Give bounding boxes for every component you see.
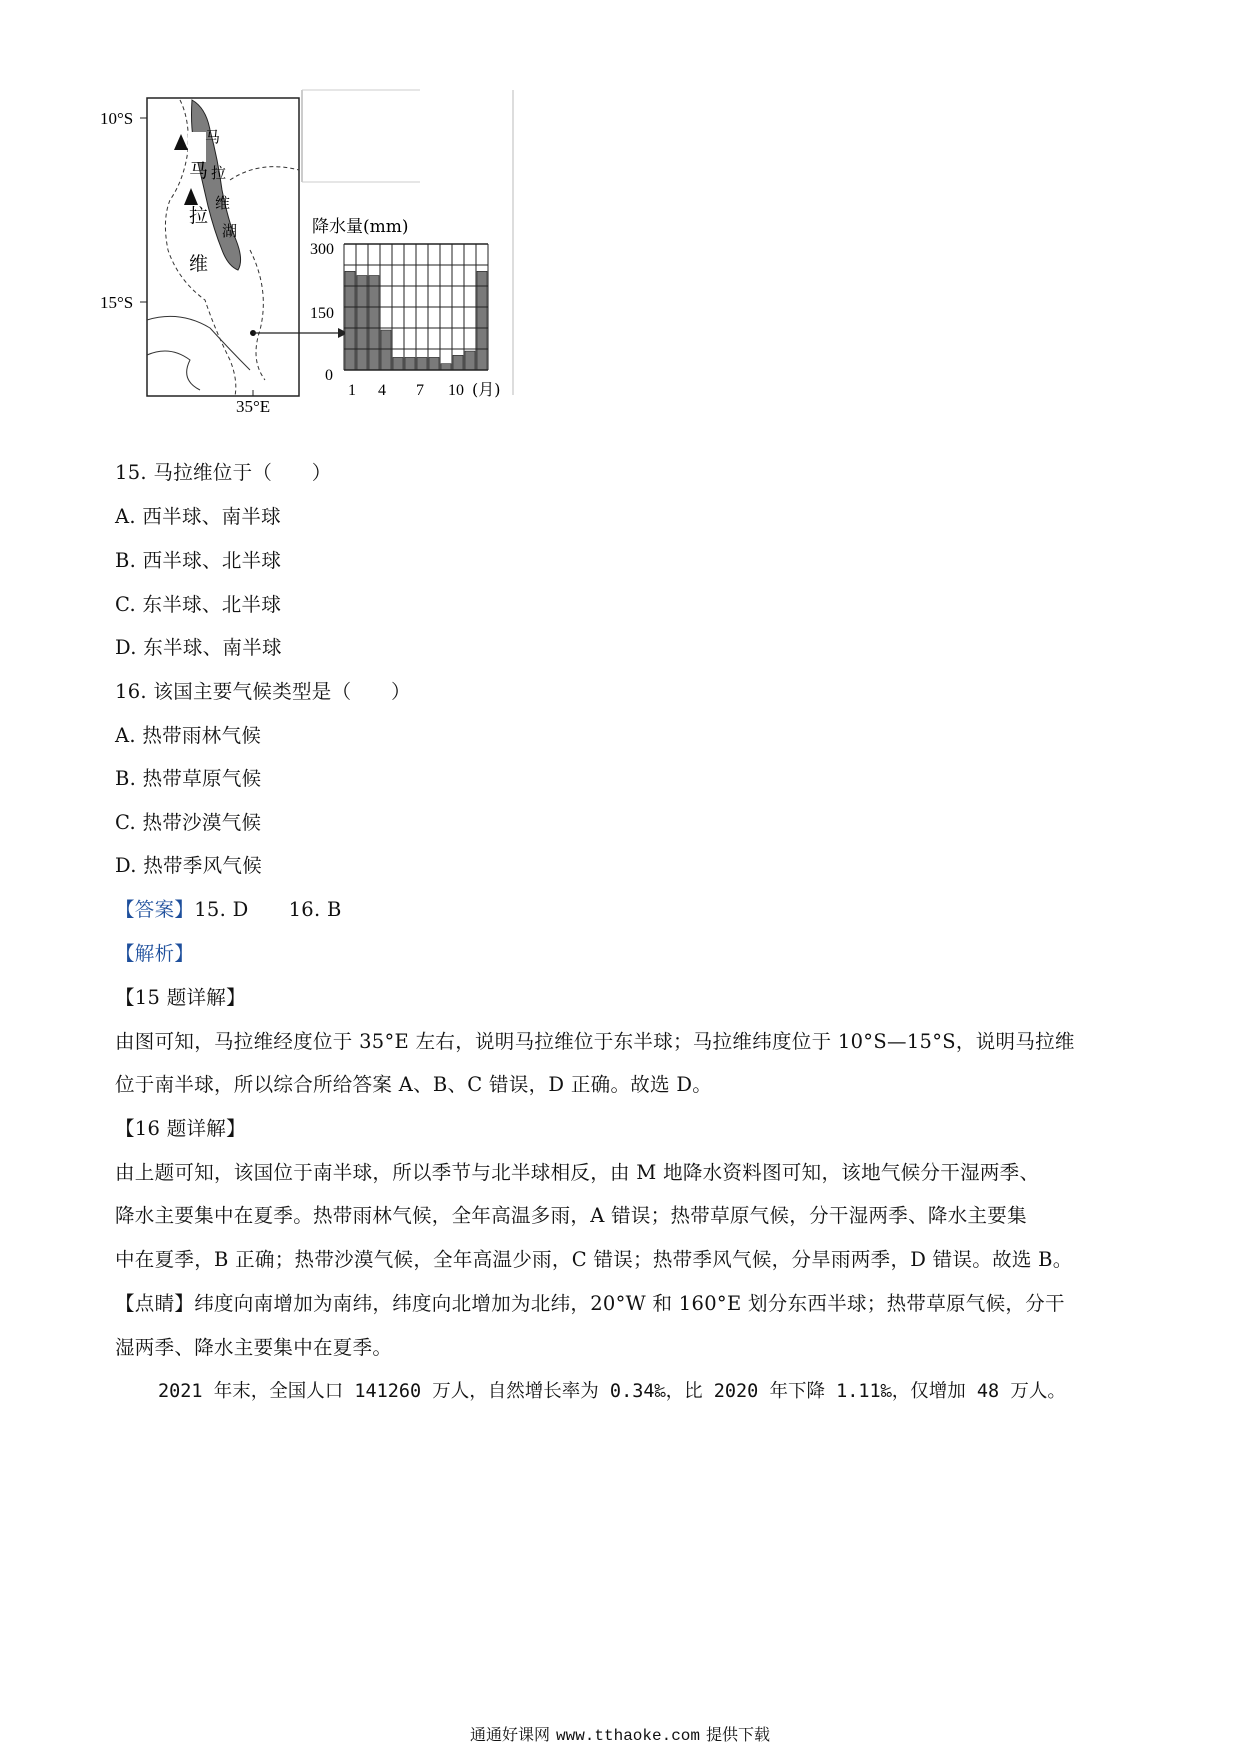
precipitation-chart — [310, 217, 501, 399]
lat-label-10: 10°S — [100, 109, 134, 128]
country-label-2: 拉 — [189, 205, 209, 227]
precip-bar-month-6 — [405, 357, 415, 370]
ytick-0: 0 — [325, 367, 333, 384]
q15-option-a: A. 西半球、南半球 — [115, 505, 281, 528]
footer-site-name: 通通好课网 — [469, 1725, 550, 1744]
footer-url[interactable]: www.tthaoke.com — [555, 1727, 701, 1745]
q15-option-d: D. 东半球、南半球 — [115, 636, 282, 659]
xtick-1: 1 — [348, 382, 356, 399]
answer-16: 16. B — [288, 898, 342, 921]
detail-15-line-1: 由图可知，马拉维经度位于 35°E 左右，说明马拉维位于东半球；马拉维纬度位于 10°S—15°S，说明马拉维 — [115, 1030, 1075, 1053]
analysis-tag: 【解析】 — [115, 942, 195, 965]
question-15-stem: 15. 马拉维位于（ ） — [115, 461, 332, 484]
precip-bar-month-9 — [441, 364, 451, 370]
answer-tag: 【答案】 — [115, 898, 195, 921]
country-label-1: 马 — [189, 160, 209, 182]
lake-label-2: 拉 — [211, 164, 227, 182]
xtick-4: 4 — [378, 382, 386, 399]
intro-paragraph: 2021 年末，全国人口 141260 万人，自然增长率为 0.34‰，比 2020 年下降 1.11‰，仅增加 48 万人。 — [158, 1381, 1066, 1402]
precip-bar-month-10 — [453, 355, 463, 370]
country-label-3: 维 — [189, 253, 209, 275]
q15-option-b: B. 西半球、北半球 — [115, 549, 282, 572]
q16-option-b: B. 热带草原气候 — [115, 767, 262, 790]
river-southwest — [147, 351, 200, 390]
detail-15-title: 【15 题详解】 — [115, 986, 246, 1009]
border-southeast — [250, 250, 265, 380]
precip-bar-month-5 — [393, 357, 403, 370]
malawi-figure — [100, 90, 590, 450]
border-east — [230, 167, 299, 180]
precip-bar-month-8 — [429, 357, 439, 370]
q16-option-d: D. 热带季风气候 — [115, 854, 263, 877]
lake-label-4: 湖 — [222, 222, 238, 240]
mountain-marker-2 — [184, 188, 198, 205]
detail-16-title: 【16 题详解】 — [115, 1117, 246, 1140]
detail-16-line-3: 中在夏季，B 正确；热带沙漠气候，全年高温少雨，C 错误；热带季风气候，分旱雨两季，D 错误。故选 B。 — [115, 1248, 1073, 1271]
lon-label-35: 35°E — [236, 397, 271, 416]
xtick-10: 10 — [448, 382, 464, 399]
q15-option-c: C. 东半球、北半球 — [115, 593, 282, 616]
malawi-lake — [192, 100, 241, 270]
lake-label-1: 马 — [205, 128, 221, 146]
mountain-marker-1 — [174, 134, 188, 150]
lake-label-3: 维 — [215, 194, 231, 212]
answer-line — [115, 894, 1135, 922]
precip-bar-month-3 — [369, 276, 379, 371]
label-box — [188, 132, 206, 162]
note-line-2: 湿两季、降水主要集中在夏季。 — [115, 1336, 393, 1359]
footer-provide: 提供下载 — [706, 1725, 771, 1744]
figure-svg — [100, 90, 590, 450]
q16-option-a: A. 热带雨林气候 — [115, 724, 262, 747]
precip-bar-month-7 — [417, 357, 427, 370]
xtick-7: 7 — [416, 382, 424, 399]
precip-bar-month-2 — [357, 276, 367, 371]
detail-15-line-2: 位于南半球，所以综合所给答案 A、B、C 错误，D 正确。故选 D。 — [115, 1073, 713, 1096]
question-16-stem: 16. 该国主要气候类型是（ ） — [115, 680, 411, 703]
river-line — [147, 316, 250, 370]
precip-bar-month-4 — [381, 330, 391, 370]
precip-bar-month-11 — [465, 351, 475, 370]
page-footer — [0, 1722, 1240, 1745]
xunit-label: (月) — [472, 380, 501, 399]
lat-label-15: 15°S — [100, 293, 134, 312]
detail-16-line-1: 由上题可知，该国位于南半球，所以季节与北半球相反，由 M 地降水资料图可知，该地气候分干湿两季、 — [115, 1161, 1040, 1184]
chart-ylabel: 降水量(mm) — [312, 217, 409, 237]
note-line-1: 【点睛】纬度向南增加为南纬，纬度向北增加为北纬，20°W 和 160°E 划分东西半球；热带草原气候，分干 — [115, 1292, 1065, 1315]
q16-option-c: C. 热带沙漠气候 — [115, 811, 262, 834]
ytick-300: 300 — [310, 241, 334, 258]
answer-15: 15. D — [194, 898, 249, 921]
detail-16-line-2: 降水主要集中在夏季。热带雨林气候，全年高温多雨，A 错误；热带草原气候，分干湿两季、降水主要集 — [115, 1204, 1027, 1227]
ytick-150: 150 — [310, 305, 334, 322]
